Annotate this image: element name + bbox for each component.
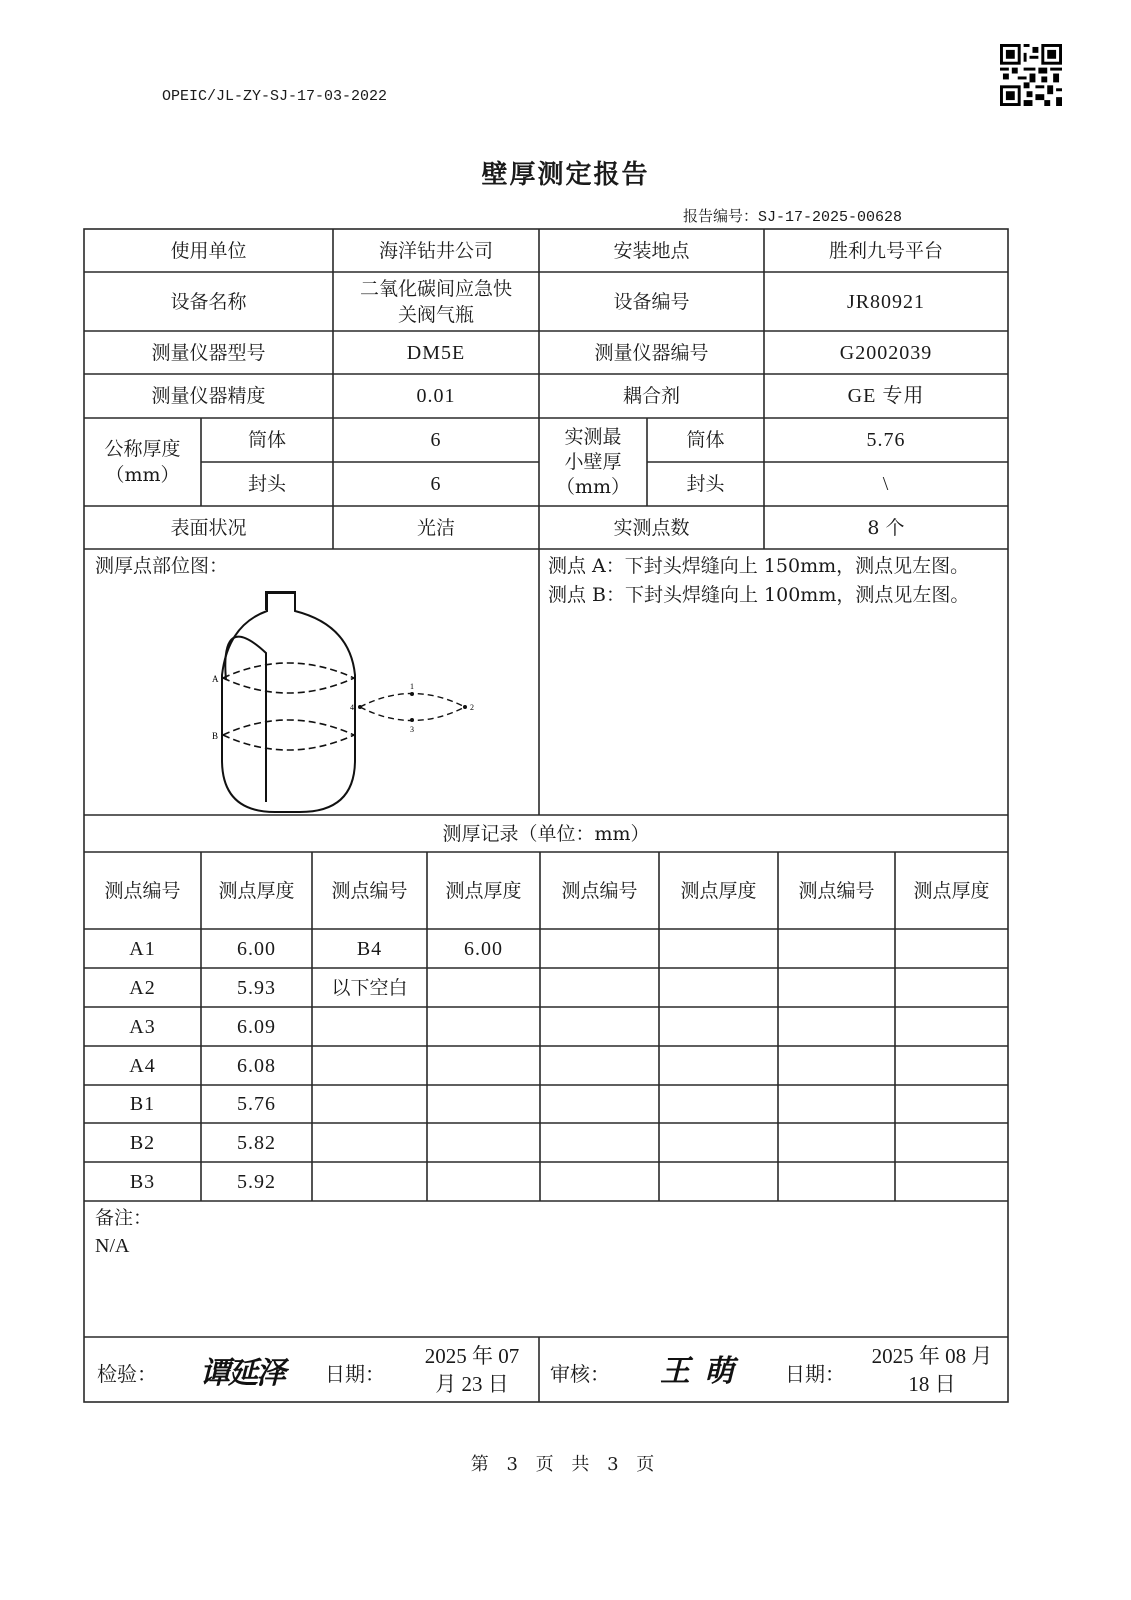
label-b: B — [212, 731, 219, 741]
record-point-id — [540, 1162, 659, 1201]
nominal-thickness-label — [84, 418, 201, 506]
review-date-line1: 2025 年 08 月 — [871, 1344, 993, 1368]
header-point-thickness: 测点厚度 — [913, 879, 990, 902]
record-thickness — [659, 929, 778, 968]
record-thickness — [895, 1007, 1008, 1046]
record-thickness — [427, 1046, 540, 1085]
page-number: 第 3 页 共 3 页 — [470, 1454, 661, 1475]
header-point-thickness: 测点厚度 — [680, 879, 757, 902]
record-thickness: 6.08 — [237, 1054, 276, 1077]
reviewer-signature: 王萌 — [660, 1354, 748, 1389]
record-point-id: A3 — [129, 1015, 156, 1038]
record-thickness — [895, 968, 1008, 1007]
record-point-id: 以下空白 — [331, 976, 408, 999]
record-point-id: B2 — [129, 1131, 156, 1154]
review-date-label: 日期： — [785, 1362, 845, 1386]
header-point-id: 测点编号 — [561, 879, 638, 902]
note-point-a: 测点 A：下封头焊缝向上 150mm，测点见左图。 — [548, 555, 970, 577]
header-point-id: 测点编号 — [331, 879, 408, 902]
equipment-name-line1: 二氧化碳间应急快 — [359, 277, 512, 300]
record-point-id: A2 — [129, 976, 156, 999]
remarks-label: 备注： — [95, 1207, 153, 1229]
record-point-id: A1 — [129, 937, 156, 960]
points-count-value: 8 个 — [867, 516, 905, 539]
record-thickness — [427, 1123, 540, 1162]
records-title: 测厚记录（单位：mm） — [442, 822, 650, 845]
min-thickness-label — [539, 418, 647, 506]
record-point-id: A4 — [129, 1054, 156, 1077]
equipment-name-value — [333, 272, 539, 331]
point-2-marker — [463, 705, 467, 709]
diagram-notes — [548, 552, 969, 610]
ring-a-lower — [223, 678, 354, 693]
cylinder-body — [222, 593, 355, 812]
record-thickness: 6.00 — [237, 937, 276, 960]
ring-b-upper — [223, 720, 354, 735]
page-title: 壁厚测定报告 — [481, 160, 650, 190]
record-thickness — [895, 1046, 1008, 1085]
record-thickness — [659, 1007, 778, 1046]
nominal-shell-value: 6 — [430, 429, 442, 451]
ring-a-upper — [223, 663, 354, 678]
equipment-no-label: 设备编号 — [613, 290, 690, 313]
label-point-3: 3 — [410, 725, 414, 734]
header-point-thickness: 测点厚度 — [445, 879, 522, 902]
record-point-id — [540, 1007, 659, 1046]
record-thickness: 5.82 — [237, 1131, 276, 1154]
report-number-label: 报告编号： — [683, 207, 759, 225]
report-number-value: SJ-17-2025-00628 — [758, 209, 903, 226]
record-thickness — [659, 1162, 778, 1201]
record-thickness — [895, 929, 1008, 968]
remarks-text: N/A — [95, 1235, 130, 1257]
measurement-point-diagram — [200, 590, 480, 815]
record-point-id — [540, 929, 659, 968]
instrument-no-value: G2002039 — [839, 341, 933, 364]
record-point-id: B4 — [356, 937, 383, 960]
couplant-value: GE 专用 — [847, 385, 925, 407]
inspect-date-line2: 月 23 日 — [435, 1372, 509, 1396]
record-thickness — [427, 1085, 540, 1123]
record-point-id — [312, 1162, 427, 1201]
record-point-id — [540, 1046, 659, 1085]
nominal-head-value: 6 — [430, 473, 442, 495]
header-point-id: 测点编号 — [798, 879, 875, 902]
instrument-precision-label: 测量仪器精度 — [151, 385, 266, 407]
label-point-2: 2 — [470, 703, 474, 712]
point-1-marker — [410, 692, 414, 696]
qr-code-icon — [1000, 44, 1062, 106]
record-thickness: 5.92 — [237, 1170, 276, 1193]
ring-b-lower — [223, 735, 354, 750]
inspect-date-label: 日期： — [325, 1362, 385, 1386]
inspect-date — [410, 1342, 534, 1398]
label-a: A — [212, 674, 219, 684]
record-thickness — [427, 1007, 540, 1046]
install-location-label: 安装地点 — [613, 239, 690, 262]
record-point-id — [540, 968, 659, 1007]
record-thickness: 6.00 — [464, 937, 503, 960]
inspect-label: 检验： — [97, 1362, 157, 1386]
record-point-id — [778, 968, 895, 1007]
equipment-name-line2: 关阀气瓶 — [397, 303, 474, 326]
record-point-id — [312, 1085, 427, 1123]
record-point-id — [540, 1123, 659, 1162]
measured-shell-value: 5.76 — [866, 429, 906, 451]
measured-head-label: 封头 — [686, 473, 725, 495]
nominal-shell-label: 筒体 — [247, 429, 286, 451]
record-thickness — [659, 1046, 778, 1085]
record-thickness — [895, 1085, 1008, 1123]
inspect-date-line1: 2025 年 07 — [424, 1344, 520, 1368]
record-thickness — [427, 1162, 540, 1201]
instrument-precision-value: 0.01 — [416, 385, 456, 407]
point-4-marker — [358, 705, 362, 709]
record-thickness — [895, 1162, 1008, 1201]
header-point-id: 测点编号 — [104, 879, 181, 902]
record-point-id — [312, 1007, 427, 1046]
review-date-line2: 18 日 — [908, 1372, 956, 1396]
record-point-id — [312, 1123, 427, 1162]
nominal-thickness-label-line2: （mm） — [105, 464, 180, 486]
header-point-thickness: 测点厚度 — [218, 879, 295, 902]
min-thickness-label-line1: 实测最 — [564, 425, 622, 448]
instrument-no-label: 测量仪器编号 — [594, 341, 709, 364]
install-location-value: 胜利九号平台 — [828, 239, 943, 262]
equipment-name-label: 设备名称 — [170, 290, 247, 313]
record-point-id: B3 — [129, 1170, 156, 1193]
record-point-id — [540, 1085, 659, 1123]
record-point-id — [778, 1085, 895, 1123]
record-point-id — [778, 1162, 895, 1201]
record-point-id — [778, 1123, 895, 1162]
review-date — [862, 1342, 1002, 1398]
record-thickness — [659, 1123, 778, 1162]
inspector-signature: 谭延泽 — [200, 1356, 284, 1391]
instrument-model-label: 测量仪器型号 — [151, 341, 266, 364]
record-thickness — [895, 1123, 1008, 1162]
record-thickness — [427, 968, 540, 1007]
label-point-4: 4 — [350, 703, 354, 712]
record-thickness — [659, 968, 778, 1007]
min-thickness-label-line2: 小壁厚 — [564, 450, 622, 473]
surface-value: 光洁 — [416, 516, 455, 539]
record-point-id — [778, 929, 895, 968]
user-unit-value: 海洋钻井公司 — [378, 239, 493, 262]
measured-head-value: \ — [882, 473, 890, 495]
record-thickness: 5.93 — [237, 976, 276, 999]
record-point-id: B1 — [129, 1093, 156, 1115]
record-point-id — [778, 1046, 895, 1085]
cylinder-outline — [225, 592, 295, 802]
record-thickness: 6.09 — [237, 1015, 276, 1038]
record-point-id — [778, 1007, 895, 1046]
nominal-head-label: 封头 — [247, 473, 286, 495]
user-unit-label: 使用单位 — [170, 239, 247, 262]
points-count-label: 实测点数 — [613, 516, 690, 539]
report-number — [683, 205, 902, 226]
note-point-b: 测点 B：下封头焊缝向上 100mm，测点见左图。 — [548, 584, 970, 606]
record-thickness — [659, 1085, 778, 1123]
diagram-label: 测厚点部位图： — [95, 555, 229, 577]
nominal-thickness-label-line1: 公称厚度 — [104, 438, 181, 460]
document-code: OPEIC/JL-ZY-SJ-17-03-2022 — [162, 88, 388, 105]
surface-label: 表面状况 — [170, 516, 247, 539]
record-point-id — [312, 1046, 427, 1085]
instrument-model-value: DM5E — [406, 341, 466, 364]
label-point-1: 1 — [410, 682, 414, 691]
equipment-no-value: JR80921 — [846, 290, 926, 313]
review-label: 审核： — [550, 1362, 610, 1386]
min-thickness-label-line3: （mm） — [555, 475, 631, 498]
point-3-marker — [410, 718, 414, 722]
couplant-label: 耦合剂 — [622, 385, 680, 407]
record-thickness: 5.76 — [237, 1093, 276, 1115]
measured-shell-label: 筒体 — [686, 429, 725, 451]
